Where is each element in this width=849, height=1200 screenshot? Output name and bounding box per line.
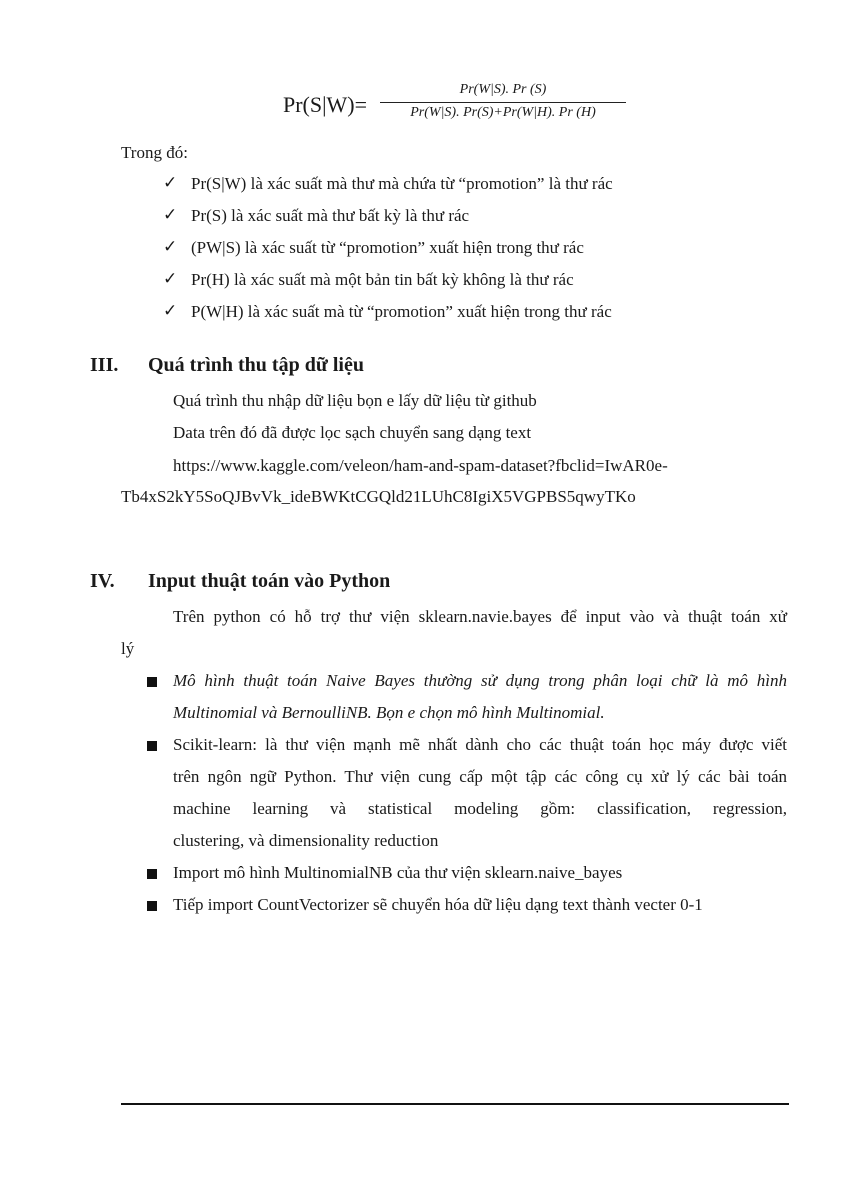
section-number: IV. bbox=[90, 570, 115, 592]
dataset-url-continued: Tb4xS2kY5SoQJBvVk_ideBWKtCGQld21LUhC8IgiX5VGPBS5qwyTKo bbox=[121, 487, 636, 506]
square-bullet-icon bbox=[147, 869, 157, 879]
bullet-line: trên ngôn ngữ Python. Thư viện cung cấp một tập các công cụ xử lý các bài toán bbox=[173, 767, 787, 786]
formula-numerator: Pr(W|S). Pr (S) bbox=[459, 82, 547, 97]
section-title: Quá trình thu tập dữ liệu bbox=[148, 354, 364, 376]
definition-item: P(W|H) là xác suất mà từ “promotion” xuất hiện trong thư rác bbox=[191, 302, 612, 321]
paragraph-line: Quá trình thu nhập dữ liệu bọn e lấy dữ liệu từ github bbox=[173, 391, 537, 410]
formula-lhs: Pr(S|W)= bbox=[283, 92, 368, 117]
paragraph-line: Data trên đó đã được lọc sạch chuyển sang dạng text bbox=[173, 423, 532, 442]
bullet-line: Import mô hình MultinomialNB của thư viện sklearn.naive_bayes bbox=[173, 863, 623, 882]
where-label: Trong đó: bbox=[121, 143, 188, 162]
definition-item: Pr(S) là xác suất mà thư bất kỳ là thư rác bbox=[191, 206, 470, 225]
footer-rule bbox=[121, 1103, 789, 1105]
bullet-line: Mô hình thuật toán Naive Bayes thường sử dụng trong phân loại chữ là mô hình bbox=[173, 671, 787, 690]
paragraph-line: lý bbox=[121, 639, 135, 658]
definition-item: Pr(H) là xác suất mà một bản tin bất kỳ không là thư rác bbox=[191, 270, 574, 289]
section-title: Input thuật toán vào Python bbox=[148, 570, 391, 592]
square-bullet-icon bbox=[147, 677, 157, 687]
formula-denominator: Pr(W|S). Pr(S)+Pr(W|H). Pr (H) bbox=[410, 105, 596, 120]
bullet-line: machine learning và statistical modeling gồm: classification, regression, bbox=[173, 799, 787, 818]
definition-item: Pr(S|W) là xác suất mà thư mà chứa từ “promotion” là thư rác bbox=[191, 174, 613, 193]
checkmark-icon: ✓ bbox=[163, 269, 178, 288]
square-bullet-icon bbox=[147, 901, 157, 911]
paragraph-line: Trên python có hỗ trợ thư viện sklearn.navie.bayes để input vào và thuật toán xử bbox=[173, 607, 787, 626]
bullet-line: clustering, và dimensionality reduction bbox=[173, 831, 439, 850]
bullet-line: Tiếp import CountVectorizer sẽ chuyển hóa dữ liệu dạng text thành vecter 0-1 bbox=[173, 895, 703, 914]
checkmark-icon: ✓ bbox=[163, 173, 178, 192]
definition-item: (PW|S) là xác suất từ “promotion” xuất hiện trong thư rác bbox=[191, 238, 584, 257]
checkmark-icon: ✓ bbox=[163, 301, 178, 320]
bullet-line: Scikit-learn: là thư viện mạnh mẽ nhất dành cho các thuật toán học máy được viết bbox=[173, 735, 787, 754]
fraction-bar bbox=[380, 102, 626, 103]
checkmark-icon: ✓ bbox=[163, 205, 178, 224]
bullet-line: Multinomial và BernoulliNB. Bọn e chọn mô hình Multinomial. bbox=[173, 703, 605, 722]
section-number: III. bbox=[90, 354, 119, 376]
dataset-url: https://www.kaggle.com/veleon/ham-and-spam-dataset?fbclid=IwAR0e- bbox=[173, 456, 668, 475]
checkmark-icon: ✓ bbox=[163, 237, 178, 256]
square-bullet-icon bbox=[147, 741, 157, 751]
